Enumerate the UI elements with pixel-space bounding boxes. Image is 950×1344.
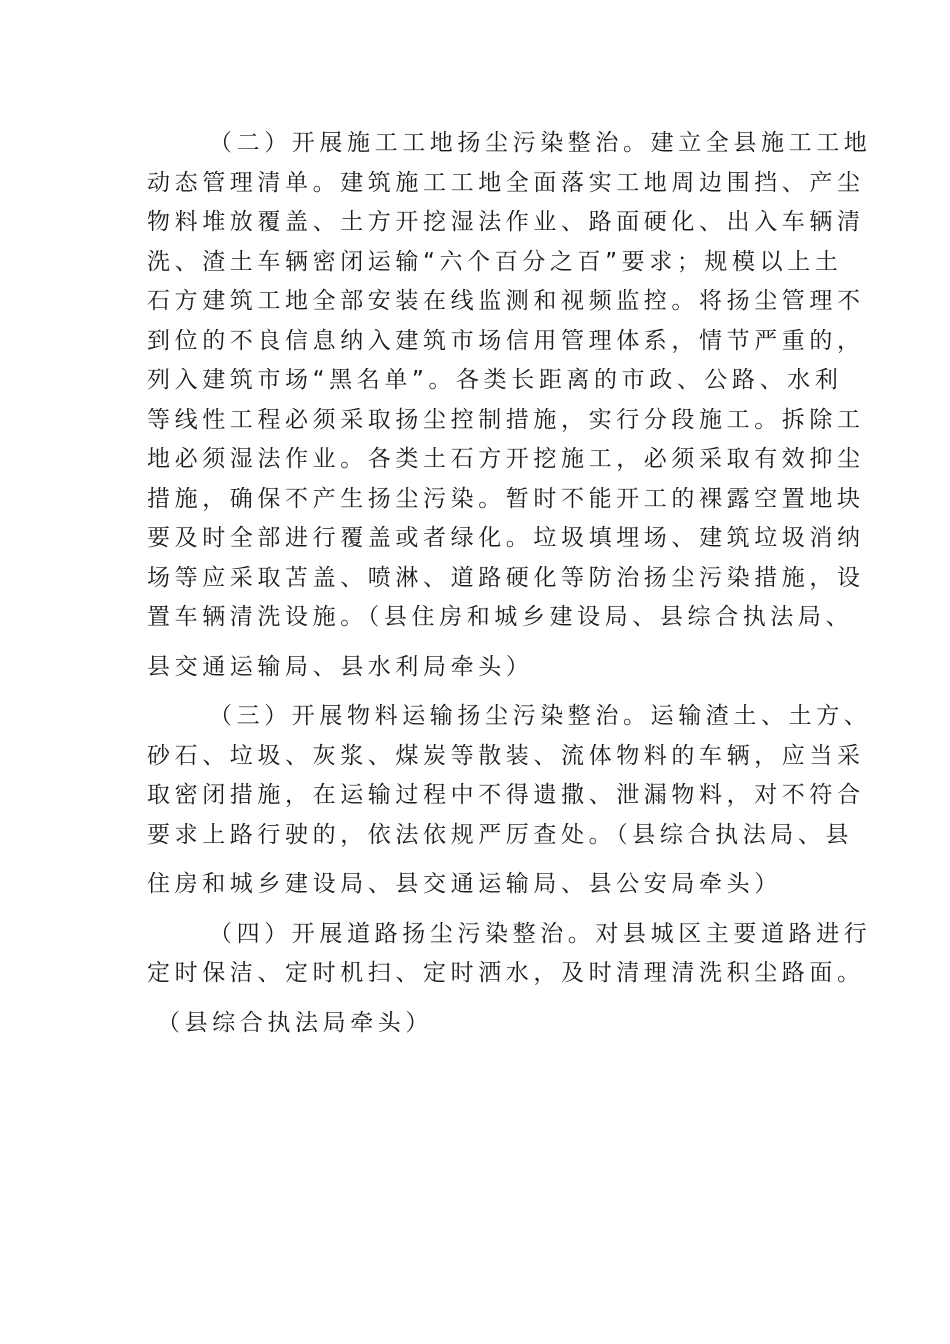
text-line: （县综合执法局牵头）: [157, 1009, 433, 1036]
text-line: 场等应采取苫盖、喷淋、道路硬化等防治扬尘污染措施，设: [147, 564, 865, 591]
text-line: 要及时全部进行覆盖或者绿化。垃圾填埋场、建筑垃圾消纳: [147, 525, 865, 551]
text-line: 洗、渣土车辆密闭运输“六个百分之百”要求；规模以上土: [147, 248, 843, 275]
paragraph-road-dust: [147, 915, 872, 1044]
paragraph-material-transport: [147, 697, 872, 905]
text-line: 列入建筑市场“黑名单”。各类长距离的市政、公路、水利: [147, 367, 843, 393]
document-body: [147, 124, 872, 1043]
text-line: 县交通运输局、县水利局牵头）: [147, 653, 534, 680]
text-line: 要求上路行驶的，依法依规严厉查处。（县综合执法局、县: [147, 821, 854, 848]
text-line: 置车辆清洗设施。（县住房和城乡建设局、县综合执法局、: [147, 604, 854, 630]
text-line: 动态管理清单。建筑施工工地全面落实工地周边围挡、产尘: [147, 169, 865, 196]
text-line: 地必须湿法作业。各类土石方开挖施工，必须采取有效抑尘: [147, 446, 865, 472]
text-line: 住房和城乡建设局、县交通运输局、县公安局牵头）: [147, 871, 782, 897]
text-line: 定时保洁、定时机扫、定时洒水，及时清理清洗积尘路面。: [147, 960, 865, 986]
text-line: （三）开展物料运输扬尘污染整治。运输渣土、土方、: [209, 703, 872, 729]
text-line: 砂石、垃圾、灰浆、煤炭等散装、流体物料的车辆，应当采: [147, 742, 865, 769]
text-line: 等线性工程必须采取扬尘控制措施，实行分段施工。拆除工: [147, 406, 865, 433]
text-line: （四）开展道路扬尘污染整治。对县城区主要道路进行: [209, 920, 872, 947]
paragraph-construction-sites: [147, 124, 872, 687]
text-line: 取密闭措施，在运输过程中不得遗撒、泄漏物料，对不符合: [147, 782, 865, 808]
text-line: 石方建筑工地全部安装在线监测和视频监控。将扬尘管理不: [147, 288, 865, 314]
text-line: （二）开展施工工地扬尘污染整治。建立全县施工工地: [209, 130, 872, 156]
text-line: 到位的不良信息纳入建筑市场信用管理体系，情节严重的，: [147, 327, 865, 354]
text-line: 物料堆放覆盖、土方开挖湿法作业、路面硬化、出入车辆清: [147, 209, 865, 235]
text-line: 措施，确保不产生扬尘污染。暂时不能开工的裸露空置地块: [147, 485, 865, 512]
